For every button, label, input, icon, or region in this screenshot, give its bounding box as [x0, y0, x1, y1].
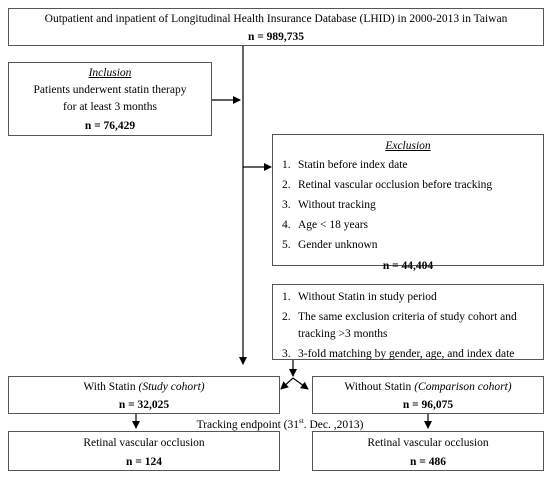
exclusion-item-text: Statin before index date [298, 159, 408, 171]
database-title: Outpatient and inpatient of Longitudinal Health Insurance Database (LHID) in 2000-2013 in Taiwan [44, 13, 508, 25]
comparison-cohort-count: n = 96,075 [402, 399, 454, 411]
comparison-outcome-label: Retinal vascular occlusion [367, 437, 489, 449]
comparison-cohort-label [313, 380, 543, 395]
exclusion-item-number: 1. [282, 159, 291, 171]
comparison-outcome-box [312, 431, 544, 471]
tracking-suffix: . Dec. ,2013) [303, 418, 364, 431]
exclusion-item-text: Without tracking [298, 199, 376, 211]
comparison-criteria-box [272, 284, 544, 360]
database-count: n = 989,735 [247, 31, 305, 43]
exclusion-list [282, 158, 543, 253]
comparison-criteria-list [282, 290, 539, 362]
cohort-link-arrow-right [293, 378, 308, 389]
comparison-cohort-label-main: Without Statin [344, 381, 412, 393]
comparison-cohort-label-italic: (Comparison cohort) [414, 381, 512, 393]
exclusion-item-text: Gender unknown [298, 239, 378, 251]
inclusion-box [8, 62, 212, 136]
exclusion-item [282, 238, 543, 253]
exclusion-item-number: 4. [282, 219, 291, 231]
inclusion-line-1: Patients underwent statin therapy [33, 84, 187, 96]
study-cohort-label-main: With Statin [83, 381, 136, 393]
study-cohort-box [8, 376, 280, 414]
exclusion-item [282, 178, 543, 193]
study-cohort-count: n = 32,025 [118, 399, 170, 411]
exclusion-item-number: 5. [282, 239, 291, 251]
criteria-item-number: 3. [282, 348, 291, 360]
exclusion-item-text: Age < 18 years [298, 219, 369, 231]
database-box [8, 8, 544, 46]
exclusion-item-text: Retinal vascular occlusion before tracking [298, 179, 493, 191]
exclusion-count: n = 44,404 [382, 260, 434, 272]
study-cohort-label-italic: (Study cohort) [138, 381, 205, 393]
inclusion-line-2: for at least 3 months [63, 101, 157, 113]
inclusion-count: n = 76,429 [84, 120, 136, 132]
study-cohort-label [9, 380, 279, 395]
study-outcome-count: n = 124 [126, 456, 162, 468]
exclusion-box [272, 134, 544, 272]
criteria-item-text: The same exclusion criteria of study cohort and tracking >3 months [298, 311, 517, 340]
comparison-outcome-count: n = 486 [410, 456, 446, 468]
criteria-item-text: Without Statin in study period [298, 291, 437, 303]
exclusion-item [282, 218, 543, 233]
tracking-superscript: st [299, 417, 304, 425]
criteria-item-number: 2. [282, 311, 291, 323]
cohort-link-arrow-left [281, 378, 293, 389]
comparison-cohort-box [312, 376, 544, 414]
criteria-item-text: 3-fold matching by gender, age, and index date [298, 348, 515, 360]
tracking-endpoint-label [150, 414, 410, 433]
criteria-item [282, 347, 539, 362]
tracking-prefix: Tracking endpoint (31 [196, 418, 300, 431]
inclusion-heading: Inclusion [88, 67, 132, 79]
exclusion-heading: Exclusion [385, 140, 431, 152]
criteria-item [282, 309, 539, 343]
criteria-item-number: 1. [282, 291, 291, 303]
exclusion-item-number: 3. [282, 199, 291, 211]
exclusion-item [282, 198, 543, 213]
exclusion-item [282, 158, 543, 173]
study-outcome-box [8, 431, 280, 471]
study-outcome-label: Retinal vascular occlusion [83, 437, 205, 449]
exclusion-item-number: 2. [282, 179, 291, 191]
criteria-item [282, 290, 539, 305]
